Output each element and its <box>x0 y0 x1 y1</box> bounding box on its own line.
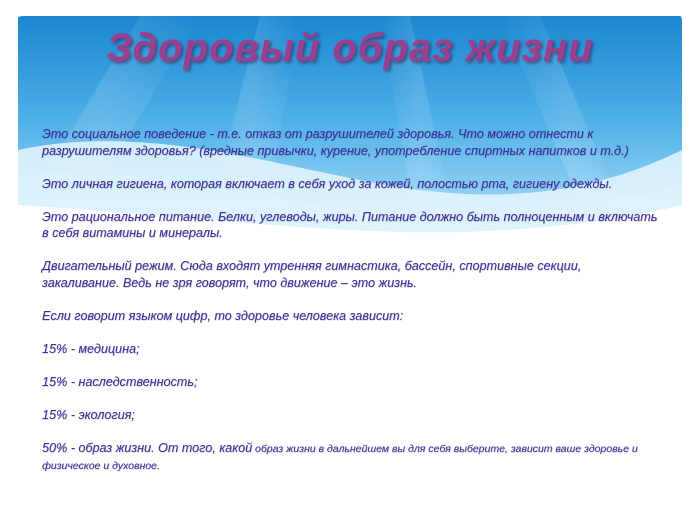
paragraph-motor-mode: Двигательный режим. Сюда входят утренняя гимнастика, бассейн, спортивные секции, закаливание. Ведь не зря говорят, что движение – это жизнь. <box>42 259 582 290</box>
stat-ecology: 15% - экология; <box>42 407 135 422</box>
paragraph-hygiene: Это личная гигиена, которая включает в себя уход за кожей, полостью рта, гигиену одежды. <box>42 176 613 191</box>
paragraph-numbers-intro: Если говорит языком цифр, то здоровье человека зависит: <box>42 308 404 323</box>
stat-heredity: 15% - наследственность; <box>42 374 198 389</box>
stat-lifestyle-large: 50% - образ жизни. От того, какой <box>42 440 253 455</box>
slide-title: Здоровый образ жизни <box>106 26 594 70</box>
stat-lifestyle-small: образ жизни в дальнейшем вы для себя выберите, зависит ваше здоровье и физическое и духовное. <box>42 442 638 472</box>
stat-lifestyle <box>42 440 662 475</box>
paragraph-social-behavior: Это социальное поведение - т.е. отказ от разрушителей здоровья. Что можно отнести к разрушителям здоровья? (вредные привычки, курение, употребление спиртных напитков и т.д.) <box>42 127 629 158</box>
stat-medicine: 15% - медицина; <box>42 341 140 356</box>
slide-body <box>42 126 662 475</box>
paragraph-nutrition: Это рациональное питание. Белки, углеводы, жиры. Питание должно быть полноценным и включать в себя витамины и минералы. <box>42 209 658 240</box>
